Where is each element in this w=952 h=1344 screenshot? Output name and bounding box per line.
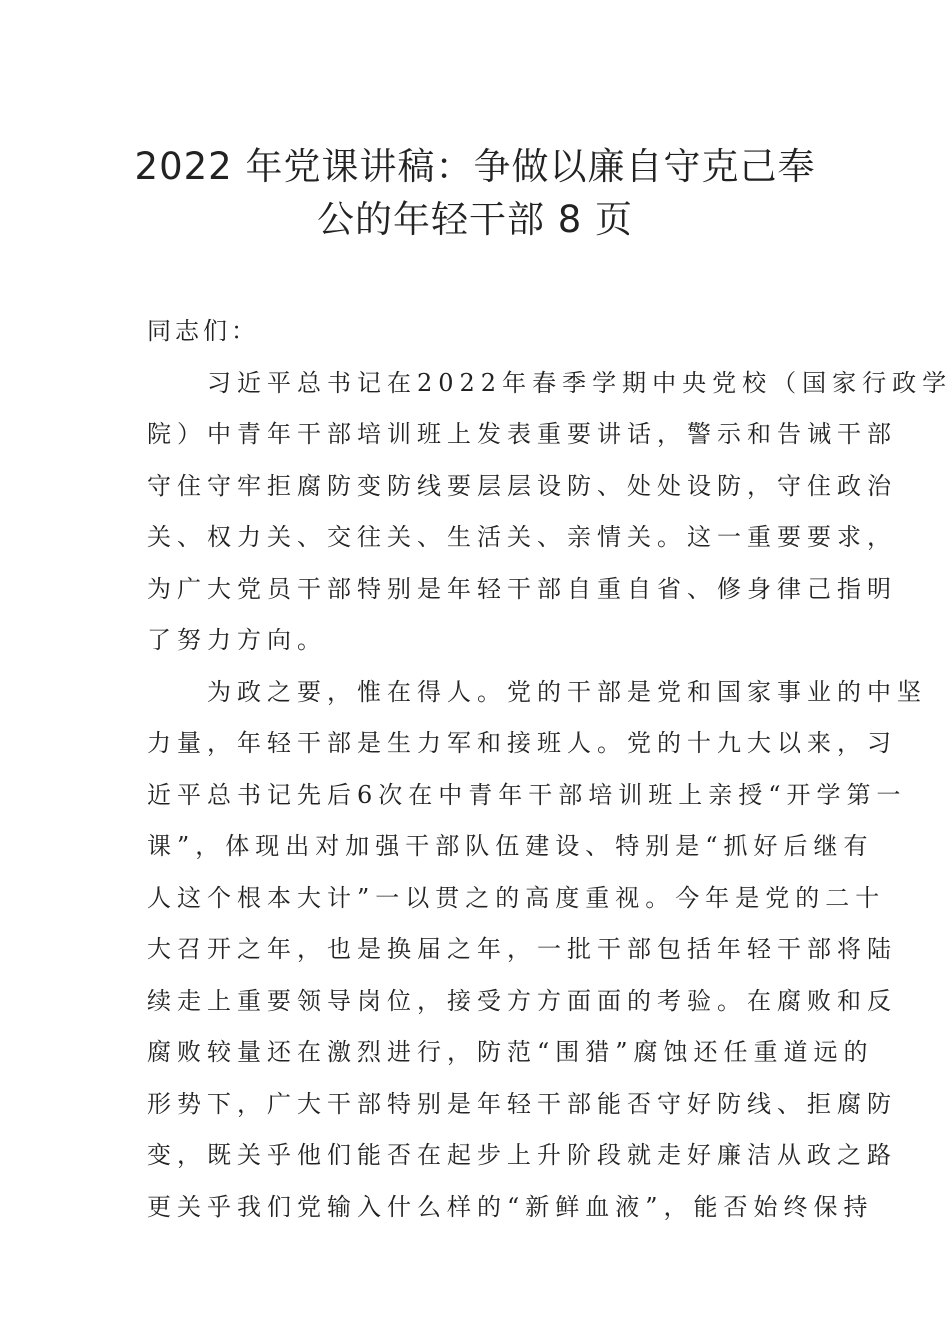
paragraph-line: 变，既关乎他们能否在起步上升阶段就走好廉洁从政之路: [147, 1141, 897, 1169]
paragraph-line: 了努力方向。: [147, 626, 327, 654]
paragraph-line: 习近平总书记在2022年春季学期中央党校（国家行政学: [147, 368, 952, 397]
paragraph-line: 力量，年轻干部是生力军和接班人。党的十九大以来，习: [147, 729, 897, 757]
paragraph-line: 课”，体现出对加强干部队伍建设、特别是“抓好后继有: [147, 832, 874, 860]
paragraph-line: 近平总书记先后6次在中青年干部培训班上亲授“开学第一: [147, 780, 907, 809]
paragraph-line: 院）中青年干部培训班上发表重要讲话，警示和告诫干部: [147, 420, 897, 448]
paragraph-line: 大召开之年，也是换届之年，一批干部包括年轻干部将陆: [147, 935, 897, 963]
paragraph-1: [147, 358, 952, 667]
paragraph-line: 守住守牢拒腐防变防线要层层设防、处处设防，守住政治: [147, 471, 897, 500]
paragraph-line: 更关乎我们党输入什么样的“新鲜血液”，能否始终保持: [147, 1192, 874, 1221]
document-body: [147, 306, 952, 1233]
paragraph-line: 人这个根本大计”一以贯之的高度重视。今年是党的二十: [147, 883, 886, 912]
paragraph-line: 为政之要，惟在得人。党的干部是党和国家事业的中坚: [147, 677, 927, 706]
title-line-2: 公的年轻干部 8 页: [316, 198, 634, 241]
paragraph-line: 形势下，广大干部特别是年轻干部能否守好防线、拒腐防: [147, 1089, 897, 1118]
title-line-1: 2022 年党课讲稿：争做以廉自守克己奉: [134, 145, 816, 188]
document-title: [130, 140, 820, 246]
paragraph-line: 腐败较量还在激烈进行，防范“围猎”腐蚀还任重道远的: [147, 1038, 874, 1066]
paragraph-line: 续走上重要领导岗位，接受方方面面的考验。在腐败和反: [147, 986, 897, 1015]
paragraph-2: [147, 667, 927, 1234]
salutation: 同志们：: [147, 317, 259, 345]
paragraph-line: 关、权力关、交往关、生活关、亲情关。这一重要要求，: [147, 523, 897, 551]
paragraph-line: 为广大党员干部特别是年轻干部自重自省、修身律己指明: [147, 574, 897, 603]
